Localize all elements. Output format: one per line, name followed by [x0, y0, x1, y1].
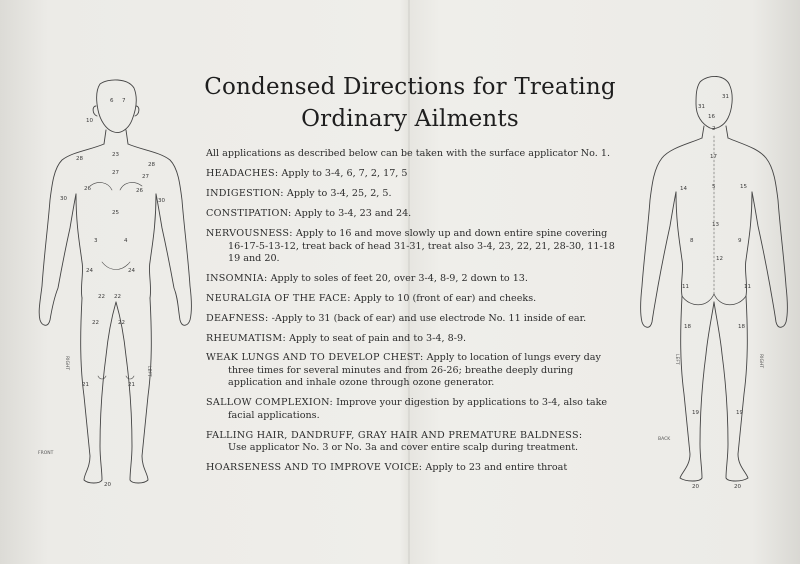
point-label: 24	[86, 268, 93, 274]
front-point-labels	[60, 98, 165, 488]
item-constipation	[206, 208, 624, 220]
point-label: 20	[734, 484, 741, 490]
point-label: 18	[738, 324, 745, 330]
back-side-label-right: RIGHT	[758, 354, 763, 369]
item-continuation: facial applications.	[228, 409, 320, 421]
item-heading: WEAK LUNGS AND TO DEVELOP CHEST:	[206, 352, 424, 364]
title-line-2: Ordinary Ailments	[301, 106, 519, 132]
back-body-outline-icon	[630, 72, 795, 496]
point-label: 14	[680, 186, 687, 192]
point-label: 21	[82, 382, 89, 388]
item-text: Apply to location of lungs every day	[426, 352, 601, 364]
point-label: 28	[76, 156, 83, 162]
intro-text: All applications as described below can be taken with the surface applicator No. 1.	[206, 148, 611, 159]
point-label: 7	[122, 98, 126, 104]
item-continuation: 16-17-5-13-12, treat back of head 31-31, treat also 3-4, 23, 22, 21, 28-30, 11-18 19 and 20.	[228, 240, 615, 264]
item-headaches	[206, 168, 624, 180]
point-label: 23	[112, 152, 119, 158]
point-label: 19	[736, 410, 743, 416]
item-heading: RHEUMATISM:	[206, 332, 287, 344]
item-heading: HOARSENESS AND TO IMPROVE VOICE:	[206, 461, 423, 473]
item-insomnia	[206, 273, 624, 285]
point-label: 27	[112, 170, 119, 176]
front-side-label-left: RIGHT	[64, 356, 69, 371]
item-heading: NEURALGIA OF THE FACE:	[206, 292, 351, 304]
point-label: 25	[112, 210, 119, 216]
item-heading: DEAFNESS:	[206, 312, 269, 324]
point-label: 22	[92, 320, 99, 326]
item-text: Apply to seat of pain and to 3-4, 8-9.	[289, 332, 467, 344]
back-caption: BACK	[658, 437, 671, 442]
item-heading: NERVOUSNESS:	[206, 228, 293, 240]
point-label: 12	[716, 256, 723, 262]
item-text: Apply to 23 and entire throat	[425, 461, 568, 473]
point-label: 5	[712, 184, 716, 190]
point-label: 4	[124, 238, 128, 244]
back-body-figure	[630, 72, 795, 496]
point-label: 30	[158, 198, 165, 204]
point-label: 17	[710, 154, 717, 160]
point-label: 26	[84, 186, 91, 192]
point-label: 13	[712, 222, 719, 228]
point-label: 24	[128, 268, 135, 274]
point-label: 31	[698, 104, 705, 110]
front-side-label-right: LEFT	[146, 366, 151, 377]
point-label: 20	[692, 484, 699, 490]
item-text: Apply to 3-4, 25, 2, 5.	[286, 188, 392, 200]
point-label: 2	[712, 126, 716, 132]
item-nervousness	[206, 228, 624, 265]
point-label: 8	[690, 238, 694, 244]
point-label: 26	[136, 188, 143, 194]
back-side-label-left: LEFT	[674, 354, 679, 365]
item-heading: HEADACHES:	[206, 168, 279, 180]
front-caption: FRONT	[38, 451, 54, 456]
item-heading: CONSTIPATION:	[206, 208, 292, 220]
point-label: 22	[114, 294, 121, 300]
front-body-outline-icon	[28, 76, 193, 496]
point-label: 30	[60, 196, 67, 202]
item-heading: INDIGESTION:	[206, 188, 284, 200]
item-text: -Apply to 31 (back of ear) and use electrode No. 11 inside of ear.	[271, 312, 587, 324]
item-weak-lungs	[206, 352, 624, 389]
point-label: 11	[682, 284, 689, 290]
point-label: 27	[142, 174, 149, 180]
item-indigestion	[206, 188, 624, 200]
item-continuation: three times for several minutes and from 26-26; breathe deeply during application and inhale ozone through ozone generator.	[228, 364, 574, 389]
item-heading: SALLOW COMPLEXION:	[206, 397, 334, 409]
item-text: Apply to 3-4, 23 and 24.	[294, 208, 412, 220]
item-text: Apply to 3-4, 6, 7, 2, 17, 5	[281, 168, 408, 180]
item-rheumatism	[206, 333, 624, 345]
point-label: 31	[722, 94, 729, 100]
item-text: Apply to 10 (front of ear) and cheeks.	[353, 292, 537, 304]
item-heading: INSOMNIA:	[206, 272, 268, 284]
title-line-1: Condensed Directions for Treating	[204, 74, 616, 100]
directions-list	[206, 148, 624, 482]
point-label: 19	[692, 410, 699, 416]
point-label: 10	[86, 118, 93, 124]
point-label: 18	[684, 324, 691, 330]
item-heading: FALLING HAIR, DANDRUFF, GRAY HAIR AND PREMATURE BALDNESS:	[206, 429, 583, 441]
item-neuralgia	[206, 293, 624, 305]
item-text: Apply to soles of feet 20, over 3-4, 8-9, 2 down to 13.	[270, 272, 528, 284]
point-label: 20	[104, 482, 111, 488]
point-label: 28	[148, 162, 155, 168]
point-label: 16	[708, 114, 715, 120]
item-continuation: Use applicator No. 3 or No. 3a and cover entire scalp during treatment.	[228, 441, 579, 453]
front-body-figure	[28, 76, 193, 496]
point-label: 15	[740, 184, 747, 190]
point-label: 11	[744, 284, 751, 290]
item-falling-hair	[206, 430, 624, 455]
item-text: Apply to 16 and move slowly up and down entire spine covering	[295, 228, 608, 240]
point-label: 3	[94, 238, 98, 244]
item-text: Improve your digestion by applications to 3-4, also take	[336, 397, 608, 409]
point-label: 9	[738, 238, 742, 244]
item-sallow-complexion	[206, 397, 624, 422]
point-label: 22	[98, 294, 105, 300]
point-label: 22	[118, 320, 125, 326]
item-hoarseness	[206, 462, 624, 474]
item-deafness	[206, 313, 624, 325]
point-label: 6	[110, 98, 114, 104]
point-label: 21	[128, 382, 135, 388]
